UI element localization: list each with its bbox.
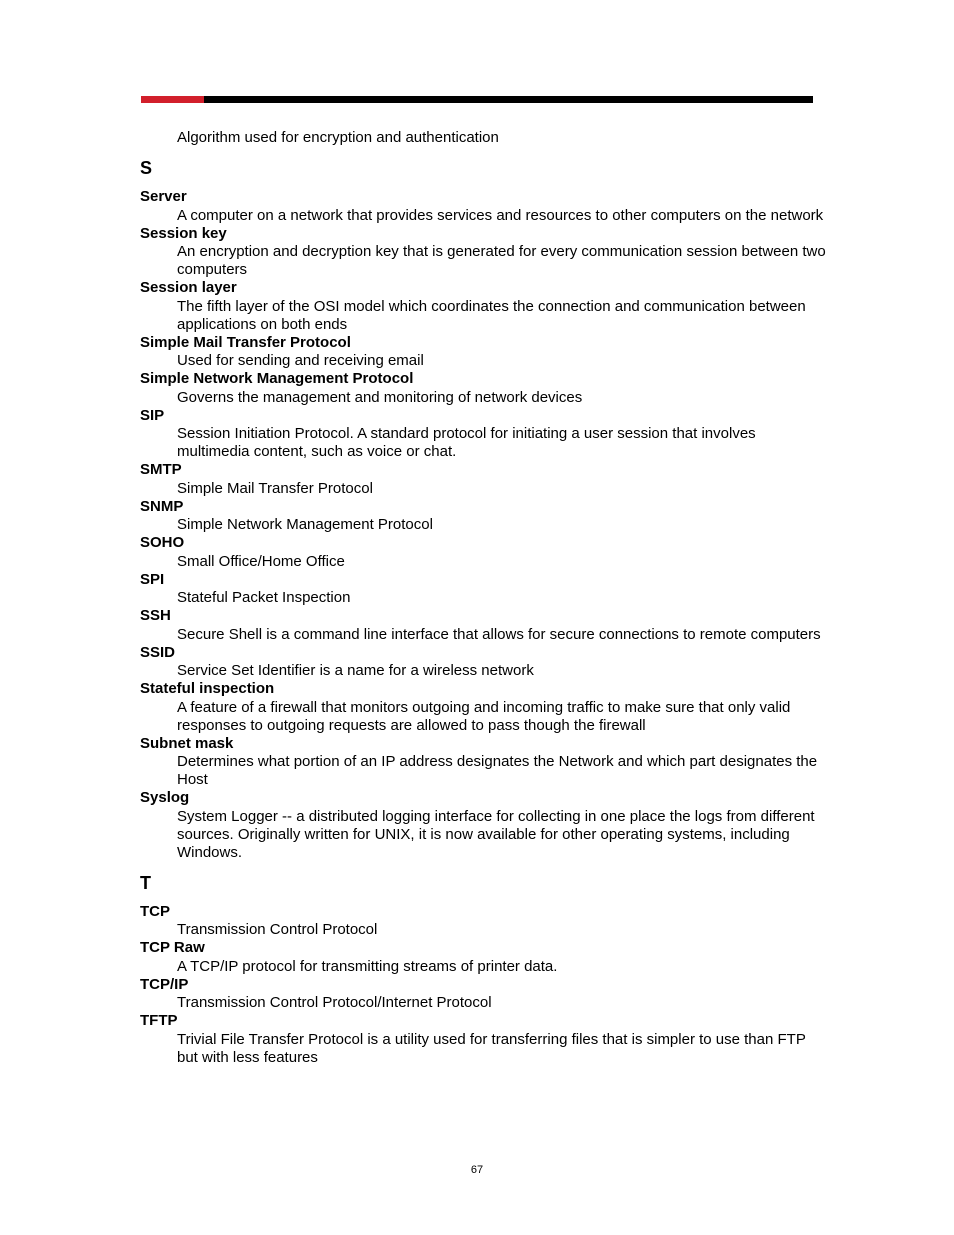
header-rule-bar xyxy=(204,96,813,103)
glossary-term: Stateful inspection xyxy=(140,680,275,697)
page-number: 67 xyxy=(470,1164,484,1176)
glossary-definition: Trivial File Transfer Protocol is a utility used for transferring files that is simpler to use than FTP but with less features xyxy=(177,1030,806,1066)
section-letter: T xyxy=(140,872,151,893)
glossary-entry xyxy=(140,571,830,608)
glossary-entry xyxy=(140,407,830,462)
glossary-content xyxy=(140,129,830,1067)
glossary-definition: The fifth layer of the OSI model which coordinates the connection and communication between applications on both ends xyxy=(177,297,806,333)
glossary-definition: Small Office/Home Office xyxy=(177,552,345,570)
glossary-definition: A computer on a network that provides services and resources to other computers on the network xyxy=(177,206,824,224)
glossary-term: SNMP xyxy=(140,497,184,515)
glossary-definition: Governs the management and monitoring of network devices xyxy=(177,388,583,406)
glossary-definition: System Logger -- a distributed logging interface for collecting in one place the logs from different sources. Originally written for UNIX, it is now available for other operating systems, including Windows. xyxy=(177,807,815,861)
glossary-definition: A feature of a firewall that monitors outgoing and incoming traffic to make sure that only valid responses to outgoing requests are allowed to pass though the firewall xyxy=(177,698,791,734)
glossary-term: Simple Mail Transfer Protocol xyxy=(140,333,351,351)
glossary-entry xyxy=(140,789,830,862)
glossary-entry xyxy=(140,1012,830,1067)
glossary-entry xyxy=(140,680,830,735)
glossary-entry xyxy=(140,498,830,535)
glossary-term: TCP Raw xyxy=(140,939,205,956)
glossary-definition: Used for sending and receiving email xyxy=(177,352,424,369)
glossary-definition: An encryption and decryption key that is generated for every communication session between two computers xyxy=(177,243,826,278)
glossary-entry xyxy=(140,188,830,225)
glossary-term: TCP xyxy=(140,902,170,920)
glossary-term: TCP/IP xyxy=(140,975,189,993)
glossary-entry xyxy=(140,225,830,280)
glossary-term: Session layer xyxy=(140,279,237,296)
header-rule xyxy=(141,96,813,103)
glossary-entry xyxy=(140,279,830,334)
glossary-term: SPI xyxy=(140,570,165,588)
glossary-definition: Service Set Identifier is a name for a wireless network xyxy=(177,662,534,679)
glossary-entry xyxy=(140,534,830,571)
glossary-sections xyxy=(140,157,830,1067)
glossary-definition: Transmission Control Protocol xyxy=(177,921,378,938)
section-letter: S xyxy=(140,158,153,178)
header-rule-accent xyxy=(141,96,204,103)
glossary-term: SOHO xyxy=(140,534,185,551)
glossary-definition: Session Initiation Protocol. A standard protocol for initiating a user session that involves multimedia content, such as voice or chat. xyxy=(177,425,756,460)
glossary-entry xyxy=(140,939,830,976)
glossary-definition: Simple Network Management Protocol xyxy=(177,516,433,533)
glossary-term: Server xyxy=(140,188,187,205)
glossary-definition: Secure Shell is a command line interface that allows for secure connections to remote computers xyxy=(177,625,821,643)
glossary-entry xyxy=(140,370,830,407)
glossary-term: TFTP xyxy=(140,1012,178,1029)
glossary-term: SSID xyxy=(140,643,176,661)
glossary-entry xyxy=(140,607,830,644)
glossary-entry xyxy=(140,334,830,371)
glossary-definition: Stateful Packet Inspection xyxy=(177,589,351,606)
glossary-definition: Simple Mail Transfer Protocol xyxy=(177,479,373,497)
glossary-entry xyxy=(140,461,830,498)
glossary-term: Subnet mask xyxy=(140,734,234,752)
glossary-term: SMTP xyxy=(140,461,182,478)
glossary-term: Simple Network Management Protocol xyxy=(140,370,414,387)
glossary-term: Session key xyxy=(140,224,227,242)
glossary-term: SIP xyxy=(140,406,165,424)
glossary-entry xyxy=(140,735,830,790)
glossary-term: SSH xyxy=(140,607,171,624)
glossary-definition: Transmission Control Protocol/Internet Protocol xyxy=(177,994,492,1011)
glossary-definition: Determines what portion of an IP address designates the Network and which part designates the Host xyxy=(177,753,818,788)
glossary-definition: A TCP/IP protocol for transmitting streams of printer data. xyxy=(177,957,558,975)
glossary-entry xyxy=(140,644,830,681)
continued-definition: Algorithm used for encryption and authentication xyxy=(177,129,499,146)
glossary-term: Syslog xyxy=(140,789,190,806)
glossary-entry xyxy=(140,976,830,1013)
glossary-entry xyxy=(140,903,830,940)
